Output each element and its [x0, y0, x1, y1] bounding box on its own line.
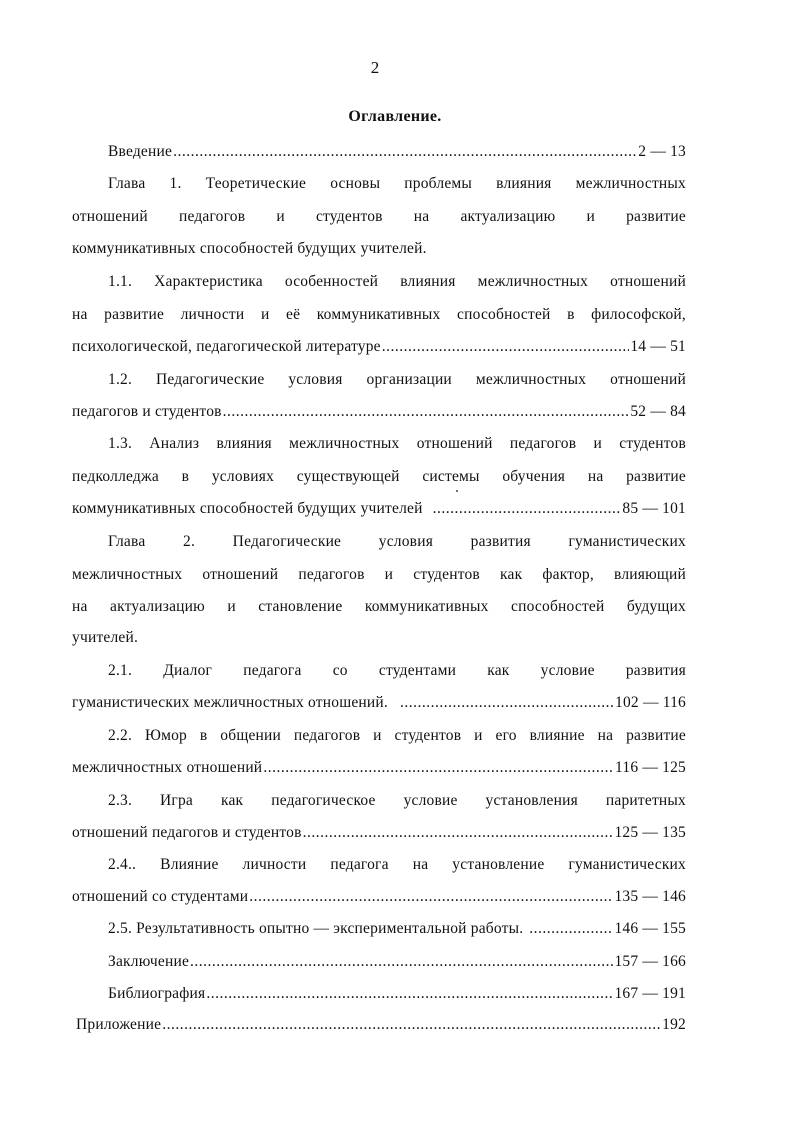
toc-entry-pages: 2 — 13	[638, 143, 686, 160]
dot-leader	[162, 1015, 661, 1035]
toc-entry-pages: 85 — 101	[622, 500, 686, 517]
section-1-2-line-1: 1.2. Педагогические условия организации межличностных отношений	[108, 371, 686, 388]
section-1-3-line-2: педколледжа в условиях существующей системы обучения на развитие	[72, 468, 686, 485]
chapter1-line-2: отношений педагогов и студентов на актуализацию и развитие	[72, 208, 686, 225]
toc-entry-1-3	[72, 499, 686, 519]
dot-leader	[263, 758, 614, 778]
dot-leader	[206, 984, 613, 1004]
dot-leader	[529, 919, 613, 939]
chapter2-line-4: учителей.	[72, 629, 139, 646]
toc-entry-pages: 157 — 166	[614, 953, 686, 970]
toc-entry-2-3	[72, 823, 686, 843]
toc-entry-pages: 135 — 146	[614, 888, 686, 905]
toc-entry-text: отношений со студентами	[72, 888, 249, 905]
toc-entry-2-5	[108, 919, 686, 939]
toc-entry-pages: 167 — 191	[614, 985, 686, 1002]
chapter2-line-2: межличностных отношений педагогов и студентов как фактор, влияющий	[72, 566, 686, 583]
toc-entry-appendix	[76, 1015, 686, 1035]
section-2-3-line-1: 2.3. Игра как педагогическое условие установления паритетных	[108, 792, 686, 809]
chapter1-line-1: Глава 1. Теоретические основы проблемы влияния межличностных	[108, 175, 686, 192]
toc-entry-pages: 192	[662, 1016, 686, 1033]
toc-entry-text: коммуникативных способностей будущих учителей	[72, 500, 423, 517]
toc-entry-conclusion	[108, 952, 686, 972]
section-1-1-line-2: на развитие личности и её коммуникативных способностей в философской,	[72, 306, 686, 323]
chapter1-line-3: коммуникативных способностей будущих учителей.	[72, 240, 427, 257]
toc-entry-pages: 116 — 125	[615, 759, 686, 776]
section-2-2-line-1: 2.2. Юмор в общении педагогов и студентов и его влияние на развитие	[108, 727, 686, 744]
toc-entry-text: педагогов и студентов	[72, 403, 222, 420]
dot-leader	[223, 402, 630, 422]
toc-entry-bibliography	[108, 984, 686, 1004]
page-number: 2	[370, 58, 380, 77]
toc-entry-2-2	[72, 758, 686, 778]
toc-entry-text: психологической, педагогической литературе	[72, 338, 381, 355]
toc-entry-pages: 102 — 116	[615, 694, 686, 711]
toc-entry-text: Заключение	[108, 953, 190, 970]
section-2-1-line-1: 2.1. Диалог педагога со студентами как условие развития	[108, 662, 686, 679]
chapter2-line-1: Глава 2. Педагогические условия развития гуманистических	[108, 533, 686, 550]
dot-leader	[303, 823, 614, 843]
toc-entry-text: Библиография	[108, 985, 206, 1002]
toc-entry-1-1	[72, 337, 686, 357]
toc-entry-text: Приложение	[76, 1016, 162, 1033]
toc-entry-text: Введение	[108, 143, 173, 160]
section-1-3-line-1: 1.3. Анализ влияния межличностных отношений педагогов и студентов	[108, 435, 686, 452]
dot-leader	[382, 337, 630, 357]
dot-leader	[433, 499, 622, 519]
toc-entry-text: гуманистических межличностных отношений.	[72, 694, 388, 711]
section-1-1-line-1: 1.1. Характеристика особенностей влияния межличностных отношений	[108, 273, 686, 290]
toc-entry-1-2	[72, 402, 686, 422]
toc-entry-text: межличностных отношений	[72, 759, 263, 776]
chapter2-line-3: на актуализацию и становление коммуникативных способностей будущих	[72, 598, 686, 615]
toc-entry-2-4	[72, 887, 686, 907]
toc-title: Оглавление.	[348, 108, 442, 125]
section-2-4-line-1: 2.4.. Влияние личности педагога на установление гуманистических	[108, 856, 686, 873]
dot-leader	[190, 952, 613, 972]
toc-entry-pages: 14 — 51	[630, 338, 686, 355]
toc-entry-text: отношений педагогов и студентов	[72, 824, 302, 841]
toc-entry-pages: 52 — 84	[630, 403, 686, 420]
dot-leader	[249, 887, 613, 907]
scan-speck	[456, 490, 458, 492]
toc-entry-text: 2.5. Результативность опытно — экспериментальной работы.	[108, 920, 524, 937]
toc-entry-introduction	[108, 142, 686, 162]
toc-entry-pages: 125 — 135	[614, 824, 686, 841]
toc-entry-pages: 146 — 155	[614, 920, 686, 937]
toc-entry-2-1	[72, 693, 686, 713]
dot-leader	[173, 142, 637, 162]
dot-leader	[400, 693, 614, 713]
